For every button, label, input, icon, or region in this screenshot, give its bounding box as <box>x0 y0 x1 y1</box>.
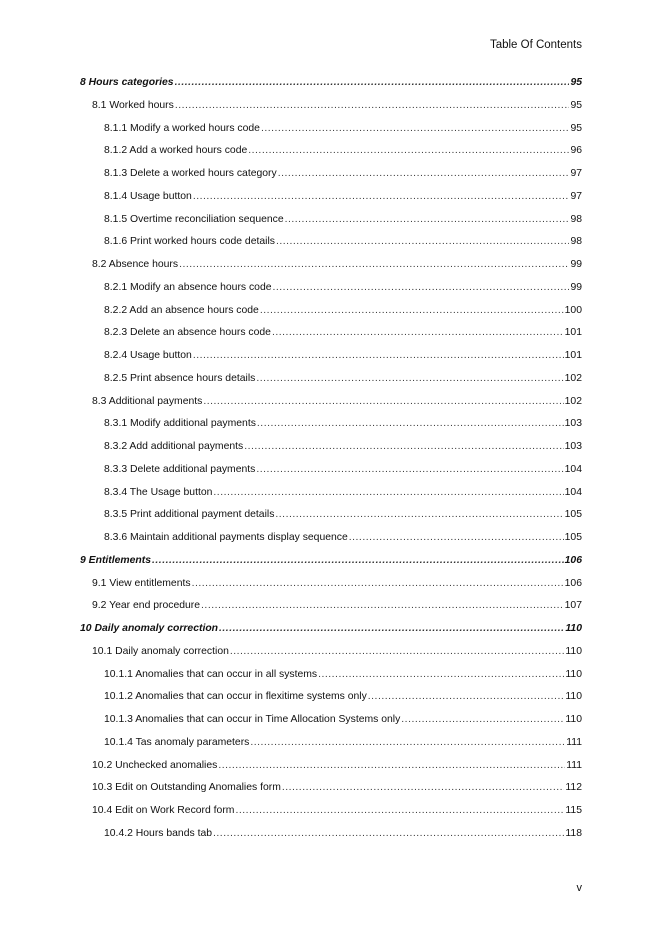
toc-entry[interactable] <box>80 77 582 100</box>
toc-entry-page: 111 <box>566 736 582 748</box>
toc-entry-title: 10.4.2 Hours bands tab <box>104 827 213 839</box>
toc-entry-page: 97 <box>570 190 582 202</box>
toc-entry-page: 97 <box>570 168 582 179</box>
toc-entry-title: 8.3.5 Print additional payment details <box>104 509 275 521</box>
toc-entry-page: 101 <box>564 350 582 361</box>
toc-entry-page: 115 <box>565 805 582 816</box>
toc-entry-title: 10.1.1 Anomalies that can occur in all systems <box>104 668 318 680</box>
toc-entry-page: 103 <box>564 441 582 452</box>
toc-entry-page: 110 <box>565 668 582 680</box>
toc-entry-title: 10.4 Edit on Work Record form <box>92 805 235 816</box>
toc-entry[interactable] <box>80 623 582 646</box>
toc-entry[interactable] <box>80 396 582 419</box>
toc-entry-page: 110 <box>565 714 582 725</box>
toc-entry-title: 8.3.2 Add additional payments <box>104 441 244 452</box>
table-of-contents <box>80 77 582 851</box>
toc-entry[interactable] <box>80 441 582 464</box>
toc-entry-page: 102 <box>564 372 582 384</box>
toc-entry-title: 10.1.3 Anomalies that can occur in Time Allocation Systems only <box>104 714 401 725</box>
toc-entry[interactable] <box>80 236 582 259</box>
toc-entry-title: 8.3.1 Modify additional payments <box>104 418 256 430</box>
toc-entry[interactable] <box>80 168 582 191</box>
toc-entry[interactable] <box>80 691 582 714</box>
toc-entry[interactable] <box>80 805 582 828</box>
toc-entry-page: 104 <box>564 463 582 475</box>
toc-entry-title: 8.3 Additional payments <box>92 395 203 407</box>
toc-entry[interactable] <box>80 646 582 669</box>
toc-entry[interactable] <box>80 509 582 532</box>
toc-dot-leader <box>244 441 563 452</box>
toc-entry[interactable] <box>80 828 582 851</box>
toc-entry-title: 10.1.4 Tas anomaly parameters <box>104 736 250 748</box>
toc-entry-page: 105 <box>564 532 582 543</box>
toc-dot-leader <box>261 123 569 134</box>
toc-entry-title: 10.1.2 Anomalies that can occur in flexitime systems only <box>104 691 367 703</box>
toc-dot-leader <box>282 782 565 793</box>
toc-dot-leader <box>285 214 570 225</box>
toc-entry-title: 8.1.6 Print worked hours code details <box>104 236 275 248</box>
toc-dot-leader <box>275 509 563 520</box>
toc-dot-leader <box>152 555 564 566</box>
toc-entry-title: 8.2.3 Delete an absence hours code <box>104 327 271 339</box>
toc-dot-leader <box>256 373 563 384</box>
toc-entry-title: 8.2.1 Modify an absence hours code <box>104 281 272 293</box>
toc-dot-leader <box>203 396 563 407</box>
toc-dot-leader <box>256 464 563 475</box>
toc-entry-page: 103 <box>564 418 582 430</box>
toc-entry[interactable] <box>80 669 582 692</box>
toc-entry[interactable] <box>80 555 582 578</box>
toc-entry[interactable] <box>80 737 582 760</box>
toc-dot-leader <box>368 691 565 702</box>
toc-entry[interactable] <box>80 123 582 146</box>
toc-entry-page: 105 <box>564 509 582 521</box>
toc-entry-title: 8.3.4 The Usage button <box>104 486 213 498</box>
toc-entry-page: 118 <box>565 827 582 839</box>
toc-dot-leader <box>230 646 565 657</box>
toc-entry-page: 96 <box>570 145 582 157</box>
toc-entry-page: 102 <box>564 395 582 407</box>
toc-entry-title: 8.3.3 Delete additional payments <box>104 463 256 475</box>
toc-entry[interactable] <box>80 714 582 737</box>
toc-entry-page: 99 <box>570 259 582 270</box>
toc-entry-page: 95 <box>570 122 582 134</box>
toc-entry-title: 8.1.3 Delete a worked hours category <box>104 168 277 179</box>
toc-dot-leader <box>349 532 564 543</box>
toc-dot-leader <box>193 350 564 361</box>
toc-entry-title: 10 Daily anomaly correction <box>80 623 219 634</box>
toc-entry-title: 10.3 Edit on Outstanding Anomalies form <box>92 782 281 794</box>
toc-entry-title: 8.2.4 Usage button <box>104 350 192 361</box>
page-number: v <box>576 882 582 894</box>
toc-dot-leader <box>273 282 570 293</box>
toc-dot-leader <box>276 236 569 247</box>
toc-entry-title: 8.1.2 Add a worked hours code <box>104 145 248 157</box>
toc-dot-leader <box>192 578 564 589</box>
toc-entry-title: 8.2.2 Add an absence hours code <box>104 304 259 316</box>
toc-entry-title: 8 Hours categories <box>80 77 174 88</box>
toc-entry[interactable] <box>80 532 582 555</box>
toc-entry[interactable] <box>80 350 582 373</box>
toc-entry[interactable] <box>80 100 582 123</box>
toc-entry-title: 10.2 Unchecked anomalies <box>92 759 218 771</box>
toc-entry-title: 8.1.4 Usage button <box>104 190 192 202</box>
toc-dot-leader <box>278 168 570 179</box>
toc-entry-page: 100 <box>564 304 582 316</box>
toc-entry-title: 9.2 Year end procedure <box>92 600 201 612</box>
toc-entry-title: 8.2 Absence hours <box>92 259 179 270</box>
toc-entry[interactable] <box>80 305 582 328</box>
toc-entry-page: 98 <box>570 236 582 248</box>
toc-dot-leader <box>175 77 570 88</box>
toc-entry[interactable] <box>80 327 582 350</box>
toc-entry-page: 101 <box>564 327 582 339</box>
toc-entry-page: 112 <box>565 782 582 794</box>
toc-entry-page: 110 <box>565 623 582 634</box>
toc-dot-leader <box>175 100 570 111</box>
toc-dot-leader <box>250 737 565 748</box>
toc-entry-page: 111 <box>566 759 582 771</box>
toc-entry-title: 8.1 Worked hours <box>92 99 174 111</box>
toc-dot-leader <box>235 805 564 816</box>
toc-entry-title: 9 Entitlements <box>80 554 152 566</box>
toc-dot-leader <box>213 828 564 839</box>
toc-entry[interactable] <box>80 191 582 214</box>
toc-entry-page: 104 <box>564 486 582 498</box>
toc-entry-title: 8.1.1 Modify a worked hours code <box>104 122 260 134</box>
toc-dot-leader <box>201 600 564 611</box>
toc-dot-leader <box>401 714 564 725</box>
toc-entry-title: 8.1.5 Overtime reconciliation sequence <box>104 213 284 225</box>
toc-entry-title: 8.2.5 Print absence hours details <box>104 372 256 384</box>
toc-entry[interactable] <box>80 145 582 168</box>
toc-entry[interactable] <box>80 464 582 487</box>
toc-dot-leader <box>318 669 564 680</box>
toc-entry[interactable] <box>80 600 582 623</box>
toc-entry[interactable] <box>80 282 582 305</box>
toc-entry[interactable] <box>80 259 582 282</box>
toc-dot-leader <box>179 259 569 270</box>
toc-dot-leader <box>193 191 570 202</box>
toc-entry-title: 9.1 View entitlements <box>92 577 191 589</box>
toc-entry[interactable] <box>80 373 582 396</box>
toc-entry-page: 95 <box>570 99 582 111</box>
toc-dot-leader <box>257 418 564 429</box>
toc-entry[interactable] <box>80 760 582 783</box>
toc-dot-leader <box>260 305 564 316</box>
toc-dot-leader <box>213 487 563 498</box>
toc-dot-leader <box>248 145 569 156</box>
toc-entry-page: 99 <box>570 281 582 293</box>
toc-dot-leader <box>218 760 565 771</box>
toc-entry-page: 110 <box>565 645 582 657</box>
toc-entry[interactable] <box>80 214 582 237</box>
page-header-title: Table Of Contents <box>489 39 582 51</box>
toc-entry-page: 95 <box>570 77 582 88</box>
toc-entry-page: 98 <box>570 213 582 225</box>
toc-entry-page: 110 <box>565 691 582 703</box>
toc-entry-page: 107 <box>564 600 582 612</box>
toc-entry[interactable] <box>80 578 582 601</box>
toc-dot-leader <box>272 327 564 338</box>
toc-entry-page: 106 <box>564 577 582 589</box>
toc-entry[interactable] <box>80 418 582 441</box>
toc-entry[interactable] <box>80 782 582 805</box>
toc-entry-title: 10.1 Daily anomaly correction <box>92 645 229 657</box>
toc-dot-leader <box>219 623 564 634</box>
toc-entry[interactable] <box>80 487 582 510</box>
toc-entry-title: 8.3.6 Maintain additional payments display sequence <box>104 532 348 543</box>
toc-entry-page: 106 <box>564 554 582 566</box>
